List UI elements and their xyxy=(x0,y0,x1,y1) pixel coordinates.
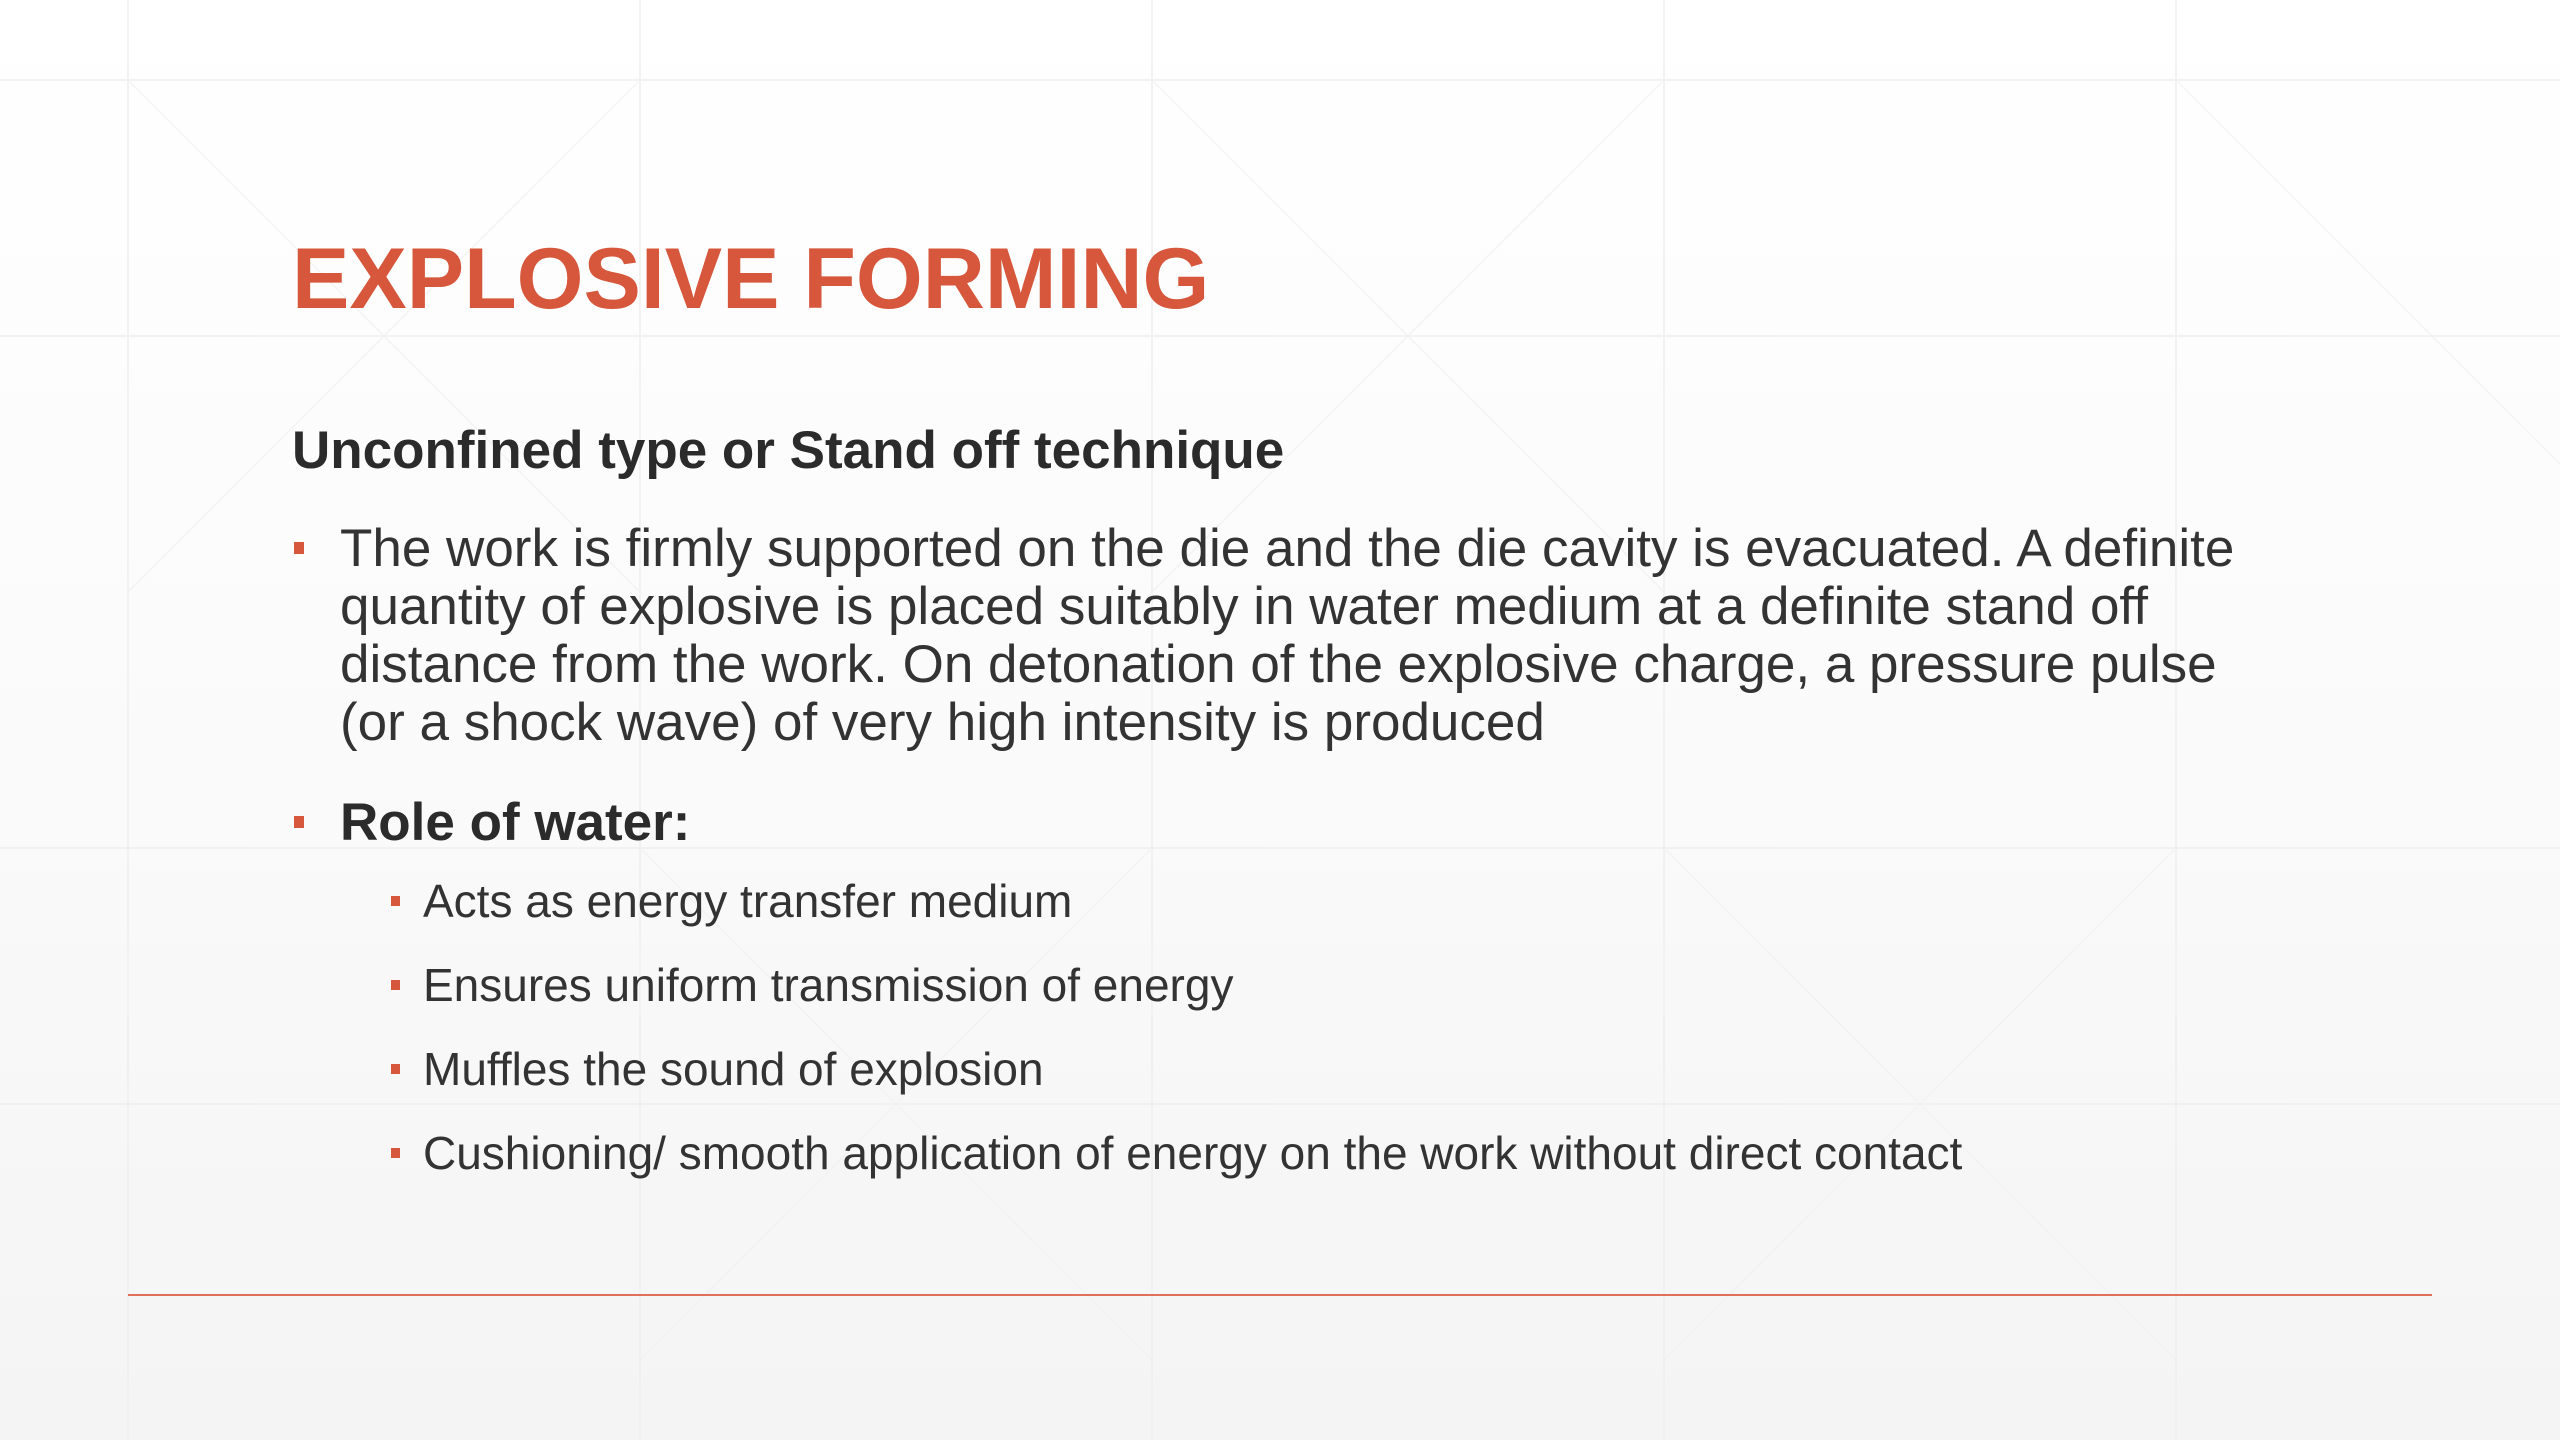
sub-bullet-text: Muffles the sound of explosion xyxy=(423,1043,1044,1095)
footer-divider xyxy=(128,1294,2432,1296)
sub-bullet-text: Acts as energy transfer medium xyxy=(423,875,1073,927)
sub-bullet-item xyxy=(387,958,2292,1012)
sub-bullet-item xyxy=(387,1042,2292,1096)
sub-bullet-marker xyxy=(391,896,400,906)
slide-title: EXPLOSIVE FORMING xyxy=(292,231,1210,327)
bullet-list xyxy=(292,520,2292,1210)
bullet-item xyxy=(292,520,2292,752)
sub-bullet-item xyxy=(387,1126,2292,1180)
bullet-text: The work is firmly supported on the die and the die cavity is evacuated. A definite quantity of explosive is placed suitably in water medium at a definite stand off distance from the work. On detonation of the explosive charge, a pressure pulse (or a shock wave) of very high intensity is produced xyxy=(340,519,2235,752)
bullet-item xyxy=(292,794,2292,852)
sub-bullet-text: Cushioning/ smooth application of energy on the work without direct contact xyxy=(423,1127,1963,1179)
bullet-text: Role of water: xyxy=(340,793,691,852)
bullet-marker xyxy=(294,816,304,828)
sub-bullet-item xyxy=(387,874,2292,928)
sub-bullet-marker xyxy=(391,1148,400,1158)
sub-bullet-list xyxy=(292,874,2292,1180)
bullet-marker xyxy=(294,542,304,554)
sub-bullet-text: Ensures uniform transmission of energy xyxy=(423,959,1234,1011)
sub-bullet-marker xyxy=(391,1064,400,1074)
sub-bullet-marker xyxy=(391,980,400,990)
slide-subheading: Unconfined type or Stand off technique xyxy=(292,421,1285,480)
